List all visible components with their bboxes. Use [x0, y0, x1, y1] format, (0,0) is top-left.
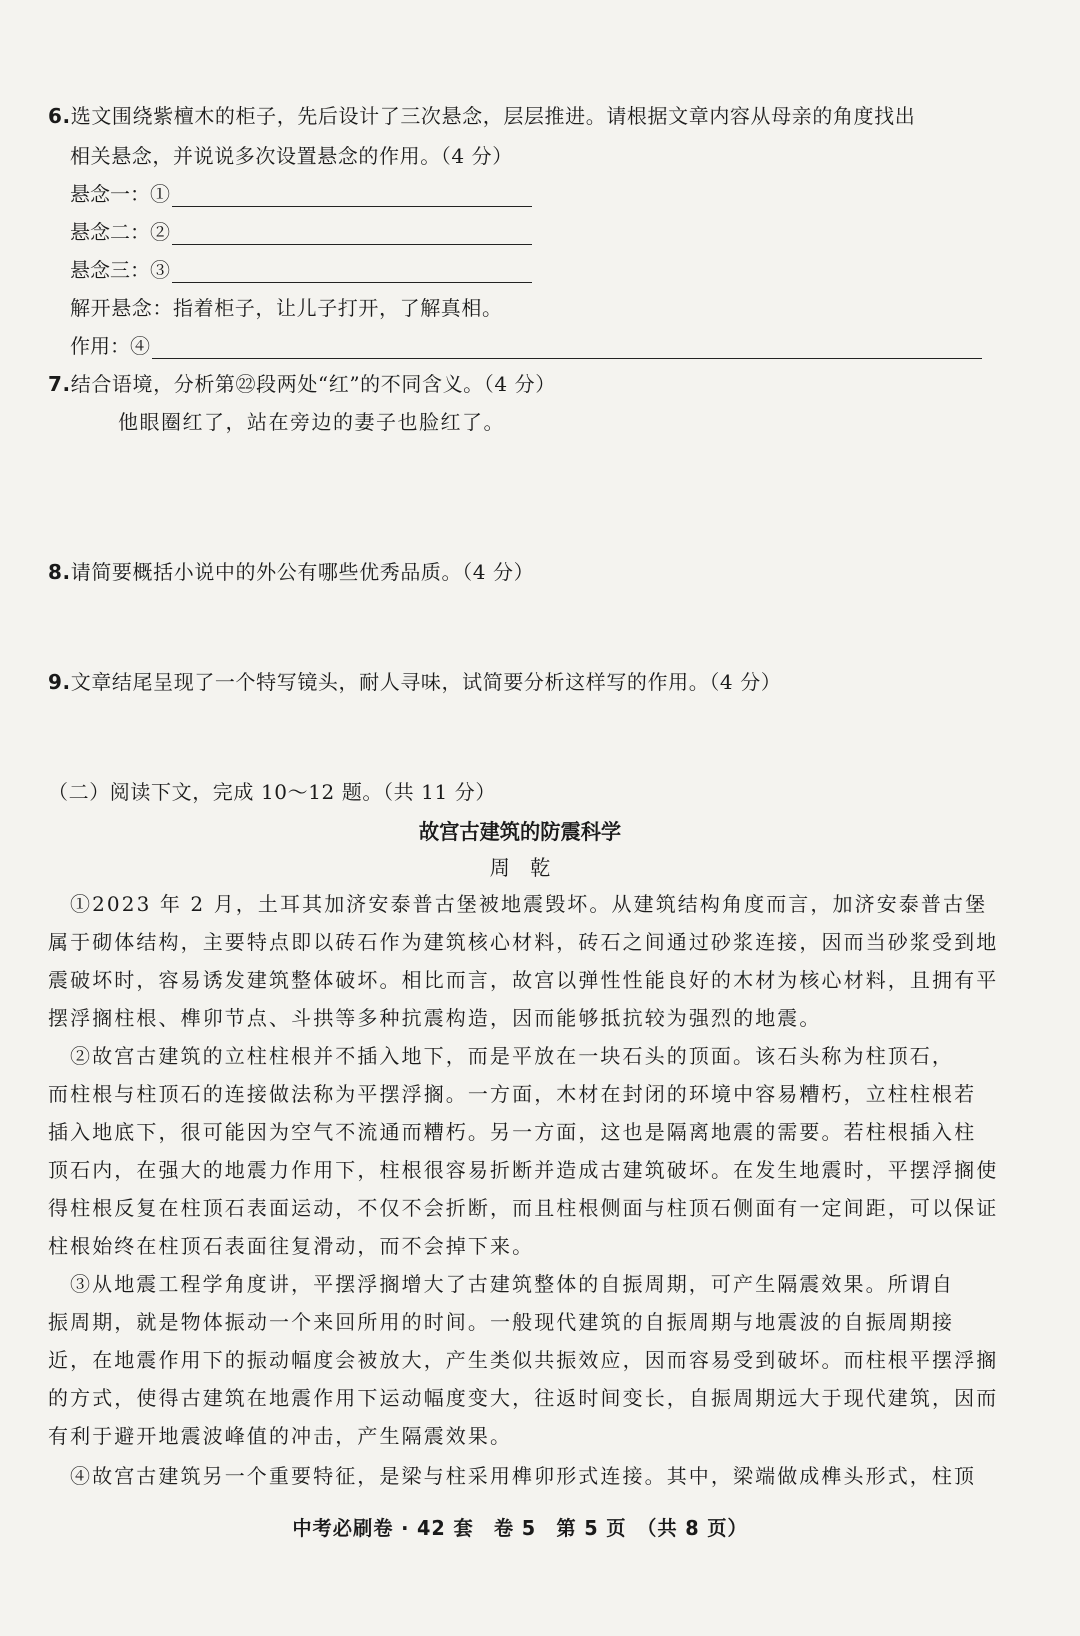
article-title: 故宫古建筑的防震科学: [418, 820, 622, 844]
question-9: [48, 666, 781, 695]
article-line: 的方式，使得古建筑在地震作用下运动幅度变大，往返时间变长，自振周期远大于现代建筑，因而: [48, 1386, 999, 1410]
effect-label: 作用：④: [70, 334, 150, 358]
article-line: 震破坏时，容易诱发建筑整体破坏。相比而言，故宫以弹性性能良好的木材为核心材料，且拥有平: [48, 968, 999, 992]
question-6-line2: 相关悬念，并说说多次设置悬念的作用。（4 分）: [70, 144, 513, 168]
question-8-answer-area[interactable]: [48, 590, 1028, 660]
article-line: ④故宫古建筑另一个重要特征，是梁与柱采用榫卯形式连接。其中，梁端做成榫头形式，柱顶: [70, 1464, 977, 1488]
question-8: [48, 556, 534, 585]
article-line: 而柱根与柱顶石的连接做法称为平摆浮搁。一方面，木材在封闭的环境中容易糟朽，立柱柱根若: [48, 1082, 977, 1106]
question-7-quote: 他眼圈红了，站在旁边的妻子也脸红了。: [118, 410, 505, 434]
effect-answer-blank[interactable]: [152, 336, 982, 359]
effect-row: [70, 330, 982, 359]
article-line: 顶石内，在强大的地震力作用下，柱根很容易折断并造成古建筑破坏。在发生地震时，平摆浮搁使: [48, 1158, 999, 1182]
question-9-number: 9.: [48, 670, 71, 694]
article-line: 柱根始终在柱顶石表面往复滑动，而不会掉下来。: [48, 1234, 535, 1258]
question-8-text: 请简要概括小说中的外公有哪些优秀品质。（4 分）: [70, 560, 535, 584]
article-line: 摆浮搁柱根、榫卯节点、斗拱等多种抗震构造，因而能够抵抗较为强烈的地震。: [48, 1006, 822, 1030]
question-7-answer-area[interactable]: [48, 440, 1028, 540]
suspense-2-answer-blank[interactable]: [172, 222, 532, 245]
question-9-answer-area[interactable]: [48, 700, 1028, 770]
question-7-text: 结合语境，分析第㉒段两处“红”的不同含义。（4 分）: [70, 372, 556, 396]
suspense-2-row: [70, 216, 532, 245]
article-line: 得柱根反复在柱顶石表面运动，不仅不会折断，而且柱根侧面与柱顶石侧面有一定间距，可以保证: [48, 1196, 999, 1220]
suspense-3-row: [70, 254, 532, 283]
suspense-3-label: 悬念三：③: [70, 258, 170, 282]
article-line: ③从地震工程学角度讲，平摆浮搁增大了古建筑整体的自振周期，可产生隔震效果。所谓自: [70, 1272, 954, 1296]
page-footer: 中考必刷卷 · 42 套 卷 5 第 5 页 （共 8 页）: [292, 1516, 748, 1540]
question-8-number: 8.: [48, 560, 71, 584]
question-6-line1: [48, 100, 915, 129]
section-2-heading: （二）阅读下文，完成 10～12 题。（共 11 分）: [48, 780, 496, 804]
question-7-number: 7.: [48, 372, 71, 396]
article-line: 振周期，就是物体振动一个来回所用的时间。一般现代建筑的自振周期与地震波的自振周期接: [48, 1310, 955, 1334]
solve-suspense-text: 解开悬念：指着柜子，让儿子打开，了解真相。: [70, 296, 503, 320]
question-7: [48, 368, 556, 397]
suspense-2-label: 悬念二：②: [70, 220, 170, 244]
suspense-3-answer-blank[interactable]: [172, 260, 532, 283]
suspense-1-answer-blank[interactable]: [172, 184, 532, 207]
article-line: 插入地底下，很可能因为空气不流通而糟朽。另一方面，这也是隔离地震的需要。若柱根插入柱: [48, 1120, 977, 1144]
suspense-1-row: [70, 178, 532, 207]
question-6-text-line1: 选文围绕紫檀木的柜子，先后设计了三次悬念，层层推进。请根据文章内容从母亲的角度找出: [70, 104, 916, 128]
article-line: ②故宫古建筑的立柱柱根并不插入地下，而是平放在一块石头的顶面。该石头称为柱顶石，: [70, 1044, 954, 1068]
question-9-text: 文章结尾呈现了一个特写镜头，耐人寻味，试简要分析这样写的作用。（4 分）: [70, 670, 782, 694]
article-line: 属于砌体结构，主要特点即以砖石作为建筑核心材料，砖石之间通过砂浆连接，因而当砂浆受到地: [48, 930, 999, 954]
article-line: 有利于避开地震波峰值的冲击，产生隔震效果。: [48, 1424, 513, 1448]
article-line: ①2023 年 2 月，土耳其加济安泰普古堡被地震毁坏。从建筑结构角度而言，加济安泰普古堡: [70, 892, 988, 916]
suspense-1-label: 悬念一：①: [70, 182, 170, 206]
article-line: 近，在地震作用下的振动幅度会被放大，产生类似共振效应，因而容易受到破坏。而柱根平摆浮搁: [48, 1348, 999, 1372]
article-author: 周 乾: [489, 856, 551, 880]
question-6-number: 6.: [48, 104, 71, 128]
